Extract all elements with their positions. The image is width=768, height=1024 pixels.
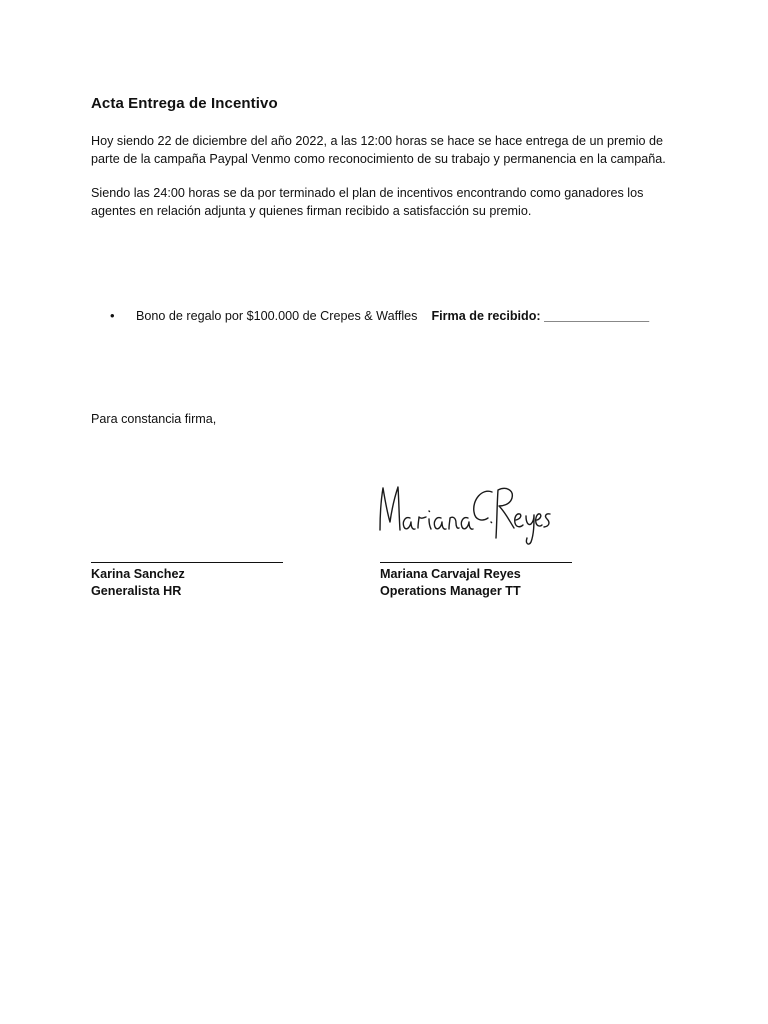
signature-line xyxy=(91,548,283,563)
signature-line xyxy=(380,548,572,563)
paragraph-line: agentes en relación adjunta y quienes firman recibido a satisfacción su premio. xyxy=(91,203,532,218)
paragraph-line: Siendo las 24:00 horas se da por terminado el plan de incentivos encontrando como ganadores los xyxy=(91,186,644,200)
document-title: Acta Entrega de Incentivo xyxy=(91,95,278,112)
paragraph-termination xyxy=(91,185,691,220)
paragraph-line: Hoy siendo 22 de diciembre del año 2022, a las 12:00 horas se hace se hace entrega de un premio de xyxy=(91,134,664,148)
receipt-signature-label: Firma de recibido: _______________ xyxy=(431,309,650,323)
bullet-icon: • xyxy=(110,308,115,323)
closing-text: Para constancia firma, xyxy=(91,412,217,426)
prize-description: Bono de regalo por $100.000 de Crepes & Waffles xyxy=(136,309,418,323)
signature-block-left xyxy=(91,548,311,600)
signatory-role: Operations Manager TT xyxy=(380,584,521,598)
signatory-name: Mariana Carvajal Reyes xyxy=(380,567,521,581)
handwritten-signature xyxy=(374,478,554,550)
signatory-role: Generalista HR xyxy=(91,584,182,598)
paragraph-delivery xyxy=(91,133,691,168)
signature-block-right xyxy=(380,548,600,600)
prize-list-item xyxy=(110,307,649,325)
signatory-name: Karina Sanchez xyxy=(91,567,185,581)
paragraph-line: parte de la campaña Paypal Venmo como reconocimiento de su trabajo y permanencia en la campaña. xyxy=(91,151,666,166)
